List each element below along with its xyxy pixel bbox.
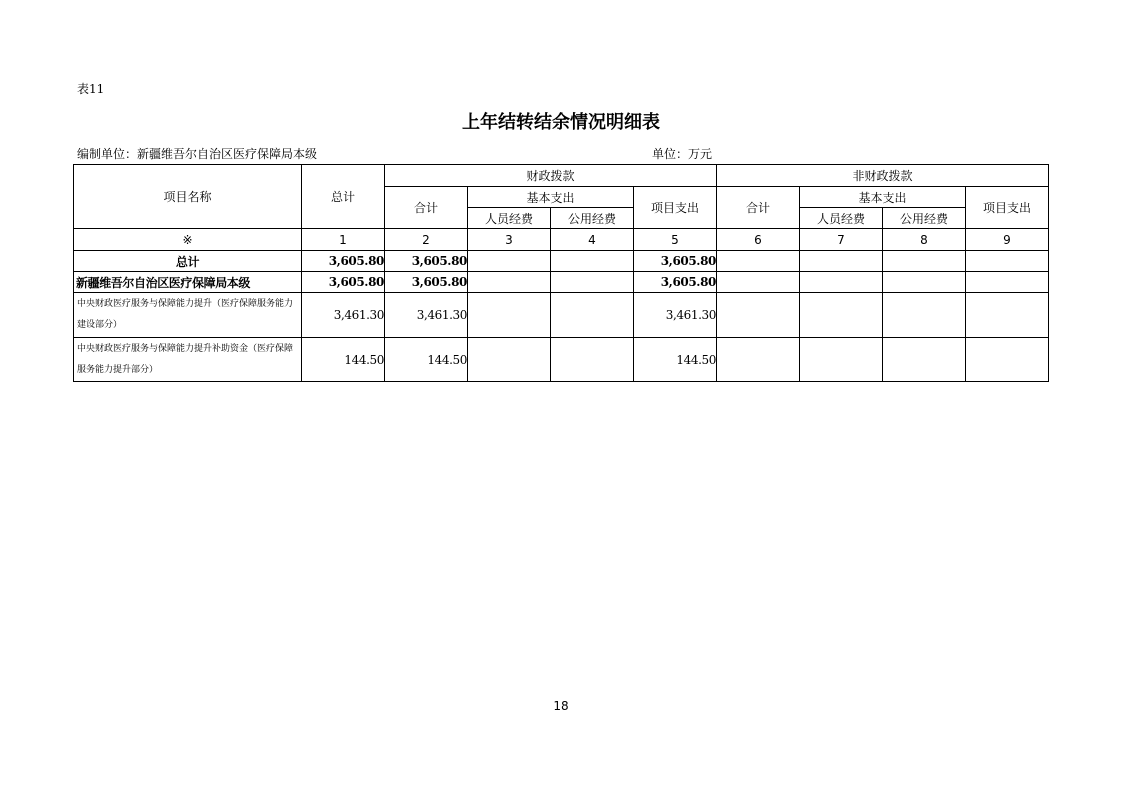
header-fiscal-personnel: 人员经费 (468, 208, 551, 229)
table-row-unit (74, 272, 1049, 293)
table-cell (800, 251, 883, 272)
table-cell (717, 272, 800, 293)
table-cell: 3,605.80 (634, 251, 717, 272)
page-title: 上年结转结余情况明细表 (462, 112, 660, 133)
table-cell (551, 251, 634, 272)
header-total: 总计 (302, 165, 385, 229)
table-cell (468, 338, 551, 382)
table-row (74, 293, 1049, 338)
table-cell (717, 338, 800, 382)
table-cell: 144.50 (302, 338, 385, 382)
row-label: 中央财政医疗服务与保障能力提升（医疗保障服务能力建设部分） (74, 293, 302, 338)
col-index: 4 (551, 229, 634, 251)
header-nonfiscal-subtotal: 合计 (717, 187, 800, 229)
table-cell (468, 293, 551, 338)
table-cell: 3,605.80 (385, 251, 468, 272)
table-cell: 3,605.80 (302, 272, 385, 293)
col-index-marker: ※ (74, 229, 302, 251)
currency-unit: 单位：万元 (652, 147, 713, 161)
table-cell (717, 293, 800, 338)
table-cell (551, 272, 634, 293)
header-project-name: 项目名称 (74, 165, 302, 229)
table-cell (883, 272, 966, 293)
carryover-table (73, 164, 1049, 382)
table-cell (883, 251, 966, 272)
row-label: 中央财政医疗服务与保障能力提升补助资金（医疗保障服务能力提升部分） (74, 338, 302, 382)
table-number: 表11 (77, 82, 105, 96)
col-index: 8 (883, 229, 966, 251)
col-index: 2 (385, 229, 468, 251)
compiling-unit: 编制单位：新疆维吾尔自治区医疗保障局本级 (77, 147, 318, 161)
col-index: 9 (966, 229, 1049, 251)
header-nonfiscal-public: 公用经费 (883, 208, 966, 229)
table-cell: 3,605.80 (634, 272, 717, 293)
table-cell: 3,461.30 (385, 293, 468, 338)
table-cell (551, 293, 634, 338)
header-nonfiscal-basic: 基本支出 (800, 187, 966, 208)
table-cell (966, 251, 1049, 272)
table-cell (966, 338, 1049, 382)
col-index: 3 (468, 229, 551, 251)
header-fiscal: 财政拨款 (385, 165, 717, 187)
header-nonfiscal-project: 项目支出 (966, 187, 1049, 229)
table-cell: 144.50 (634, 338, 717, 382)
header-fiscal-public: 公用经费 (551, 208, 634, 229)
table-cell (883, 338, 966, 382)
table-cell: 3,605.80 (385, 272, 468, 293)
table-cell (800, 293, 883, 338)
table-cell (966, 272, 1049, 293)
table-cell (717, 251, 800, 272)
table-cell (468, 251, 551, 272)
table-cell (468, 272, 551, 293)
col-index: 7 (800, 229, 883, 251)
col-index: 5 (634, 229, 717, 251)
header-fiscal-basic: 基本支出 (468, 187, 634, 208)
row-label: 总计 (74, 251, 302, 272)
header-nonfiscal-personnel: 人员经费 (800, 208, 883, 229)
table-cell (966, 293, 1049, 338)
table-cell (800, 338, 883, 382)
table-cell (800, 272, 883, 293)
header-fiscal-subtotal: 合计 (385, 187, 468, 229)
table-cell: 3,461.30 (634, 293, 717, 338)
header-fiscal-project: 项目支出 (634, 187, 717, 229)
row-label: 新疆维吾尔自治区医疗保障局本级 (74, 272, 302, 293)
col-index: 1 (302, 229, 385, 251)
table-cell (883, 293, 966, 338)
table-cell (551, 338, 634, 382)
table-cell: 3,605.80 (302, 251, 385, 272)
page-number: 18 (553, 699, 569, 713)
table-row-total (74, 251, 1049, 272)
table-cell: 144.50 (385, 338, 468, 382)
table-row (74, 338, 1049, 382)
header-nonfiscal: 非财政拨款 (717, 165, 1049, 187)
table-cell: 3,461.30 (302, 293, 385, 338)
col-index: 6 (717, 229, 800, 251)
